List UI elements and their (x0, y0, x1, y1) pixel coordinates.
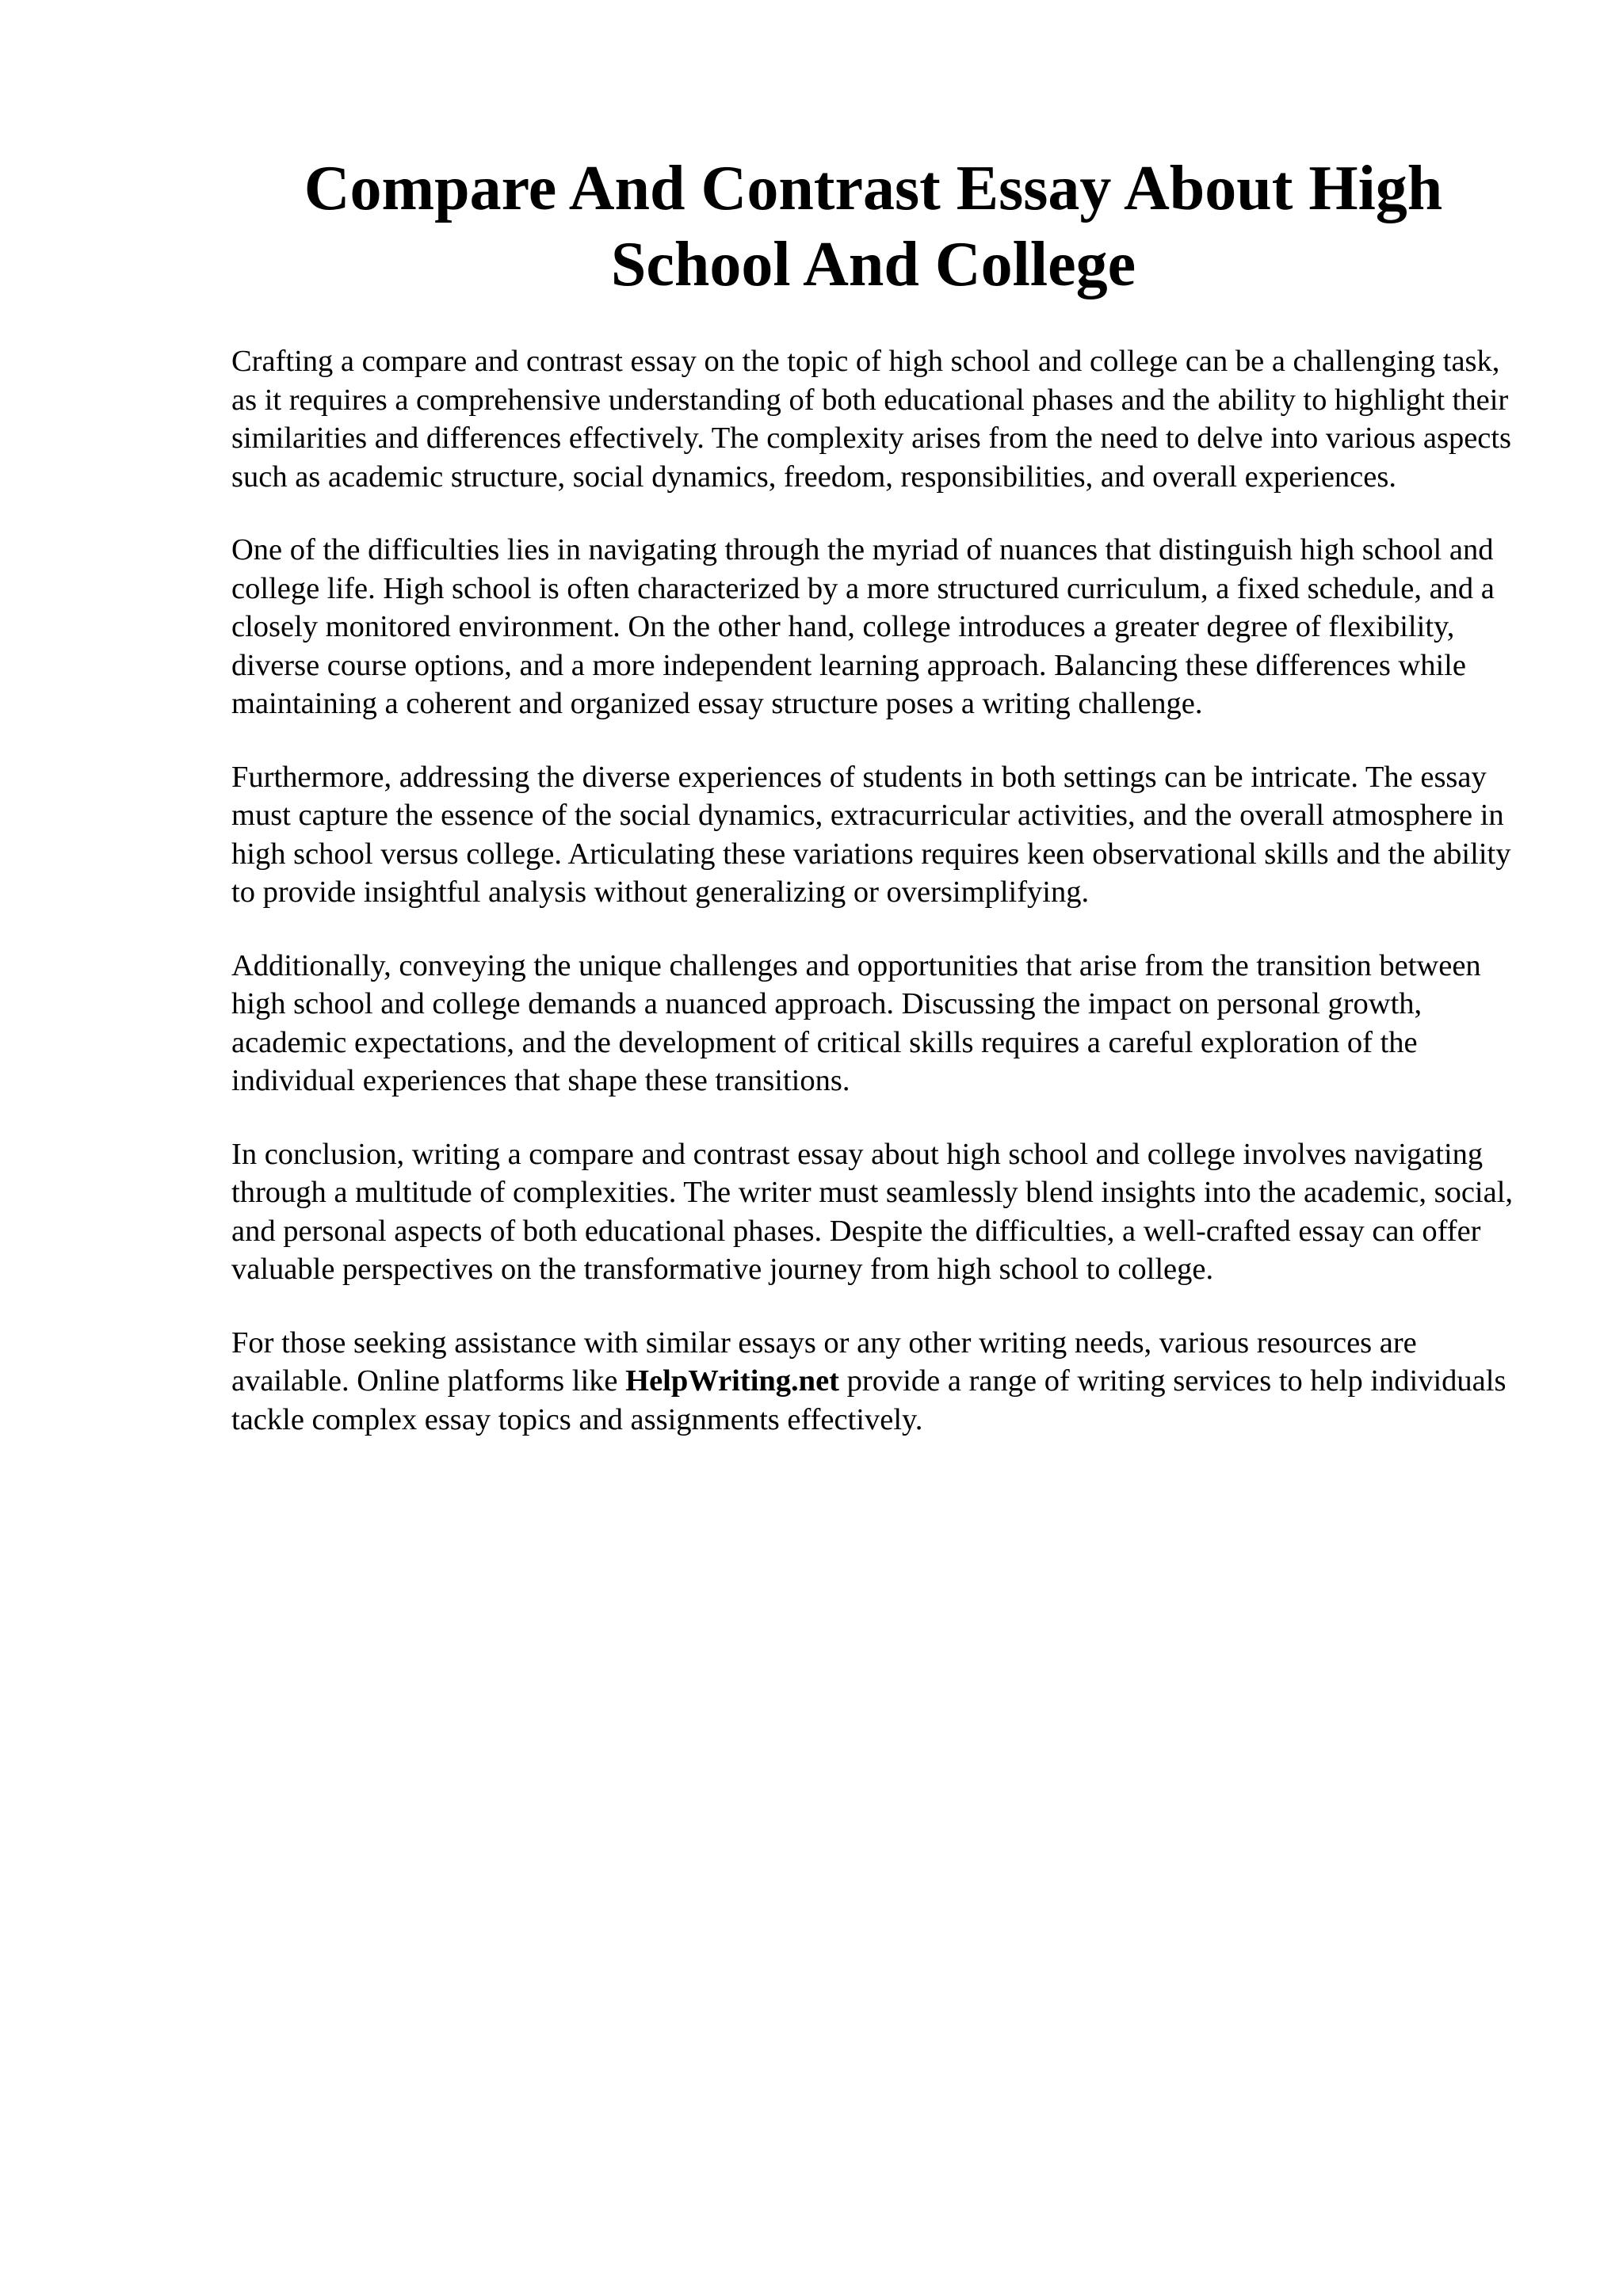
document-title (231, 151, 1515, 303)
resources-text-after: provide a range of writing services to help individuals tackle complex essay topics and assignments effectively. (231, 1364, 1507, 1436)
title-line-2: School And College (610, 230, 1136, 299)
paragraph-conclusion: In conclusion, writing a compare and contrast essay about high school and college involves navigating through a multitude of complexities. The writer must seamlessly blend insights into the academic, social, and personal aspects of both educational phases. Despite the difficulties, a well-crafted essay can offer valuable perspectives on the transformative journey from high school to college. (231, 1137, 1514, 1286)
paragraph-intro: Crafting a compare and contrast essay on the topic of high school and college can be a challenging task, as it requires a comprehensive understanding of both educational phases and the ability to highlight their similarities and differences effectively. The complexity arises from the need to delve into various aspects such as academic structure, social dynamics, freedom, responsibilities, and overall experiences. (231, 345, 1512, 494)
essay-body (231, 342, 1515, 1439)
title-line-1: Compare And Contrast Essay About High (304, 154, 1443, 223)
paragraph-transition: Additionally, conveying the unique challenges and opportunities that arise from the transition between high school and college demands a nuanced approach. Discussing the impact on personal growth, academic expectations, and the development of critical skills requires a careful exploration of the individual experiences that shape these transitions. (231, 948, 1481, 1097)
resources-text-before: For those seeking assistance with similar essays or any other writing needs, various resources are available. Online platforms like (231, 1325, 1417, 1398)
document-page (231, 151, 1515, 1474)
paragraph-difficulties: One of the difficulties lies in navigating through the myriad of nuances that distinguish high school and college life. High school is often characterized by a more structured curriculum, a fixed schedule, and a closely monitored environment. On the other hand, college introduces a greater degree of flexibility, diverse course options, and a more independent learning approach. Balancing these differences while maintaining a coherent and organized essay structure poses a writing challenge. (231, 533, 1495, 720)
paragraph-experiences: Furthermore, addressing the diverse experiences of students in both settings can be intricate. The essay must capture the essence of the social dynamics, extracurricular activities, and the overall atmosphere in high school versus college. Articulating these variations requires keen observational skills and the ability to provide insightful analysis without generalizing or oversimplifying. (231, 760, 1511, 909)
paragraph-resources (231, 1324, 1515, 1440)
helpwriting-brand-name: HelpWriting.net (625, 1364, 839, 1398)
